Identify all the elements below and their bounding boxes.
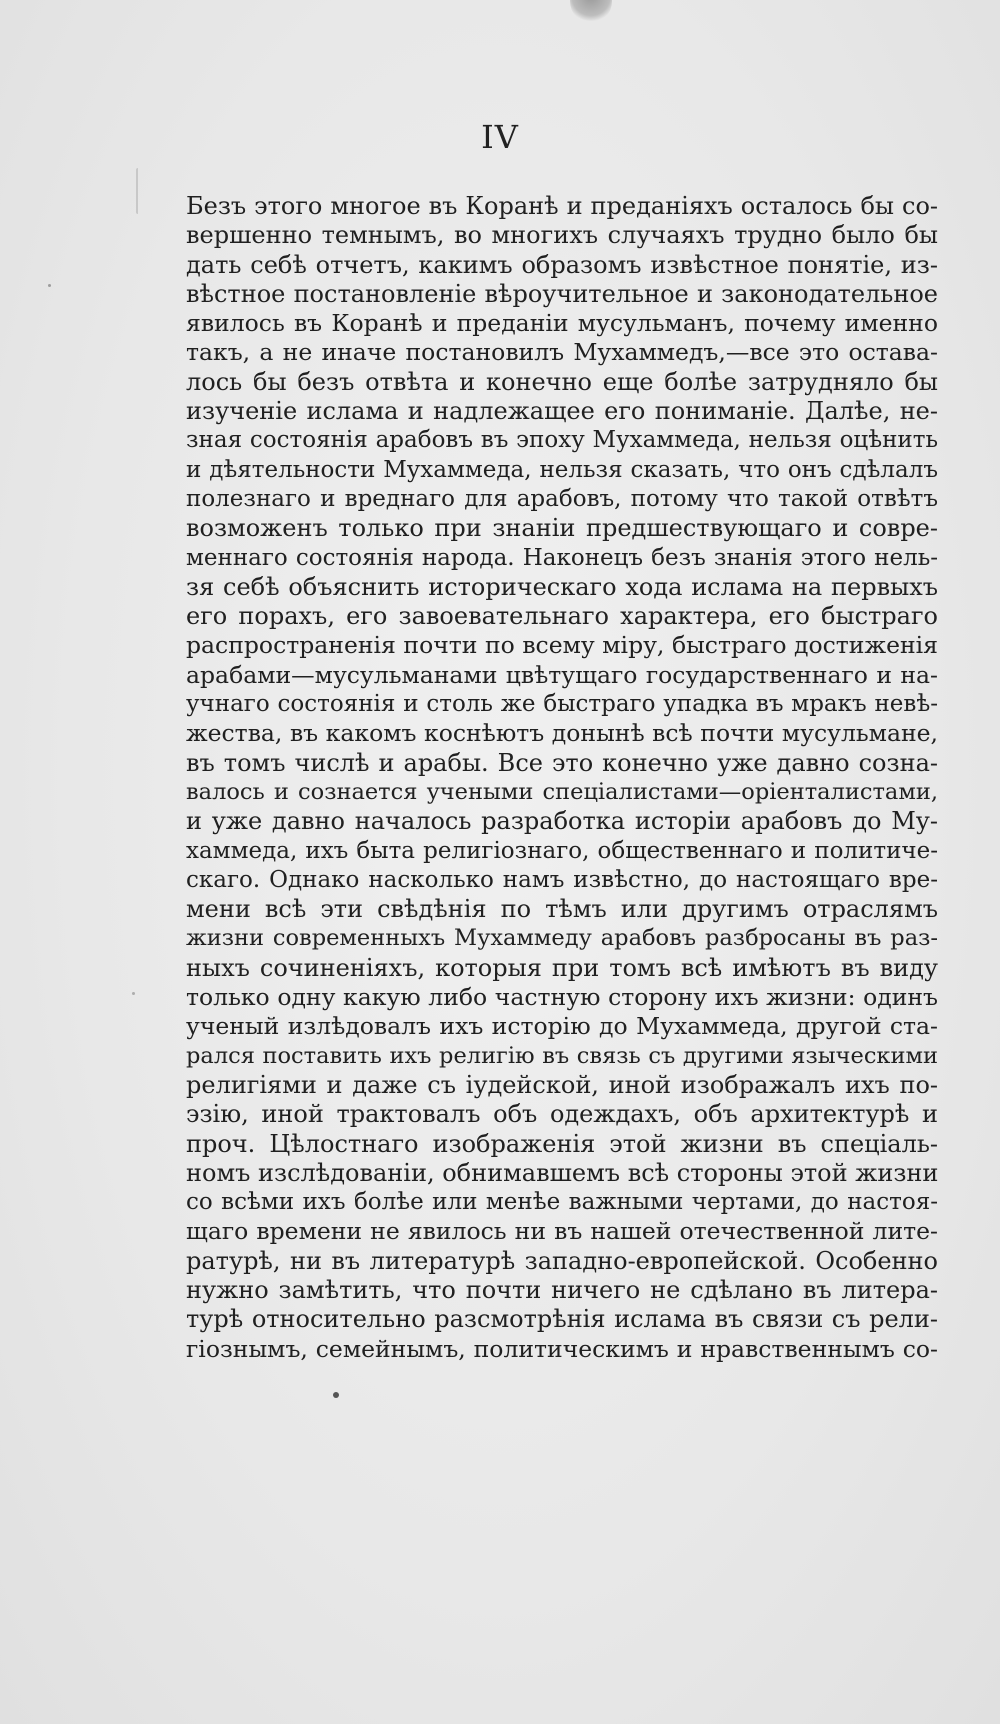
text-line: Безъ этого многое въ Коранѣ и преданіяхъ осталось бы со- [186, 192, 938, 220]
page-number: IV [481, 118, 519, 156]
text-line: жизни современныхъ Мухаммеду арабовъ разбросаны въ раз- [186, 925, 938, 952]
dust-speck [48, 284, 51, 287]
text-line: ратурѣ, ни въ литературѣ западно-европейской. Особенно [186, 1246, 938, 1275]
text-line: ученый излѣдовалъ ихъ исторію до Мухаммеда, другой ста- [186, 1012, 938, 1041]
text-line: изученіе ислама и надлежащее его пониманіе. Далѣе, не- [186, 397, 938, 426]
text-line: мени всѣ эти свѣдѣнія по тѣмъ или другимъ отраслямъ [186, 895, 938, 924]
text-line: полезнаго и вреднаго для арабовъ, потому что такой отвѣтъ [186, 485, 938, 512]
text-line: номъ изслѣдованіи, обнимавшемъ всѣ стороны этой жизни [186, 1158, 938, 1187]
text-line: только одну какую либо частную сторону ихъ жизни: одинъ [186, 983, 938, 1012]
text-line: лось бы безъ отвѣта и конечно еще болѣе затрудняло бы [186, 367, 938, 396]
text-line: рался поставить ихъ религію въ связь съ другими языческими [186, 1042, 938, 1069]
text-line: меннаго состоянія народа. Наконецъ безъ знанія этого нель- [186, 544, 938, 571]
text-line: распространенія почти по всему міру, быстраго достиженія [186, 631, 938, 660]
text-line: возможенъ только при знаніи предшествующаго и совре- [186, 514, 938, 543]
text-line: и уже давно началось разработка исторіи арабовъ до Му- [186, 807, 938, 836]
margin-pencil-mark [136, 168, 141, 214]
text-line: зя себѣ объяснить историческаго хода ислама на первыхъ [186, 572, 938, 601]
text-line: щаго времени не явилось ни въ нашей отечественной лите- [186, 1217, 938, 1246]
binding-hole-mark [570, 0, 612, 24]
dust-speck [333, 1392, 339, 1398]
text-line: эзію, иной трактовалъ объ одеждахъ, объ архитектурѣ и [186, 1100, 938, 1129]
text-line: зная состоянія арабовъ въ эпоху Мухаммеда, нельзя оцѣнить [186, 427, 938, 454]
text-line: религіями и даже съ іудейской, иной изображалъ ихъ по- [186, 1070, 938, 1099]
text-line: явилось въ Коранѣ и преданіи мусульманъ, почему именно [186, 309, 938, 338]
text-line: гіознымъ, семейнымъ, политическимъ и нравственнымъ со- [186, 1334, 938, 1363]
text-line: жества, въ какомъ коснѣютъ донынѣ всѣ почти мусульмане, [186, 719, 938, 748]
text-line: въ томъ числѣ и арабы. Все это конечно уже давно созна- [186, 748, 938, 777]
dust-speck [132, 992, 135, 995]
text-line: скаго. Однако насколько намъ извѣстно, до настоящаго вре- [186, 866, 938, 893]
text-line: учнаго состоянія и столь же быстраго упадка въ мракъ невѣ- [186, 691, 938, 718]
text-line: хаммеда, ихъ быта религіознаго, общественнаго и политиче- [186, 837, 938, 864]
text-line: дать себѣ отчетъ, какимъ образомъ извѣстное понятіе, из- [186, 250, 938, 279]
text-line: такъ, а не иначе постановилъ Мухаммедъ,—все это остава- [186, 338, 938, 367]
text-line: его порахъ, его завоевательнаго характера, его быстраго [186, 602, 938, 631]
body-text [186, 192, 938, 1364]
text-line: проч. Цѣлостнаго изображенія этой жизни въ спеціаль- [186, 1129, 938, 1158]
text-line: со всѣми ихъ болѣе или менѣе важными чертами, до настоя- [186, 1189, 938, 1216]
text-line: нужно замѣтить, что почти ничего не сдѣлано въ литера- [186, 1275, 938, 1304]
text-line: валось и сознается учеными спеціалистами—оріенталистами, [186, 778, 938, 805]
text-line: арабами—мусульманами цвѣтущаго государственнаго и на- [186, 660, 938, 689]
text-line: турѣ относительно разсмотрѣнія ислама въ связи съ рели- [186, 1305, 938, 1334]
text-line: и дѣятельности Мухаммеда, нельзя сказать, что онъ сдѣлалъ [186, 456, 938, 483]
text-line: вѣстное постановленіе вѣроучительное и законодательное [186, 279, 938, 308]
text-line: ныхъ сочиненіяхъ, которыя при томъ всѣ имѣютъ въ виду [186, 953, 938, 982]
text-line: вершенно темнымъ, во многихъ случаяхъ трудно было бы [186, 221, 938, 250]
